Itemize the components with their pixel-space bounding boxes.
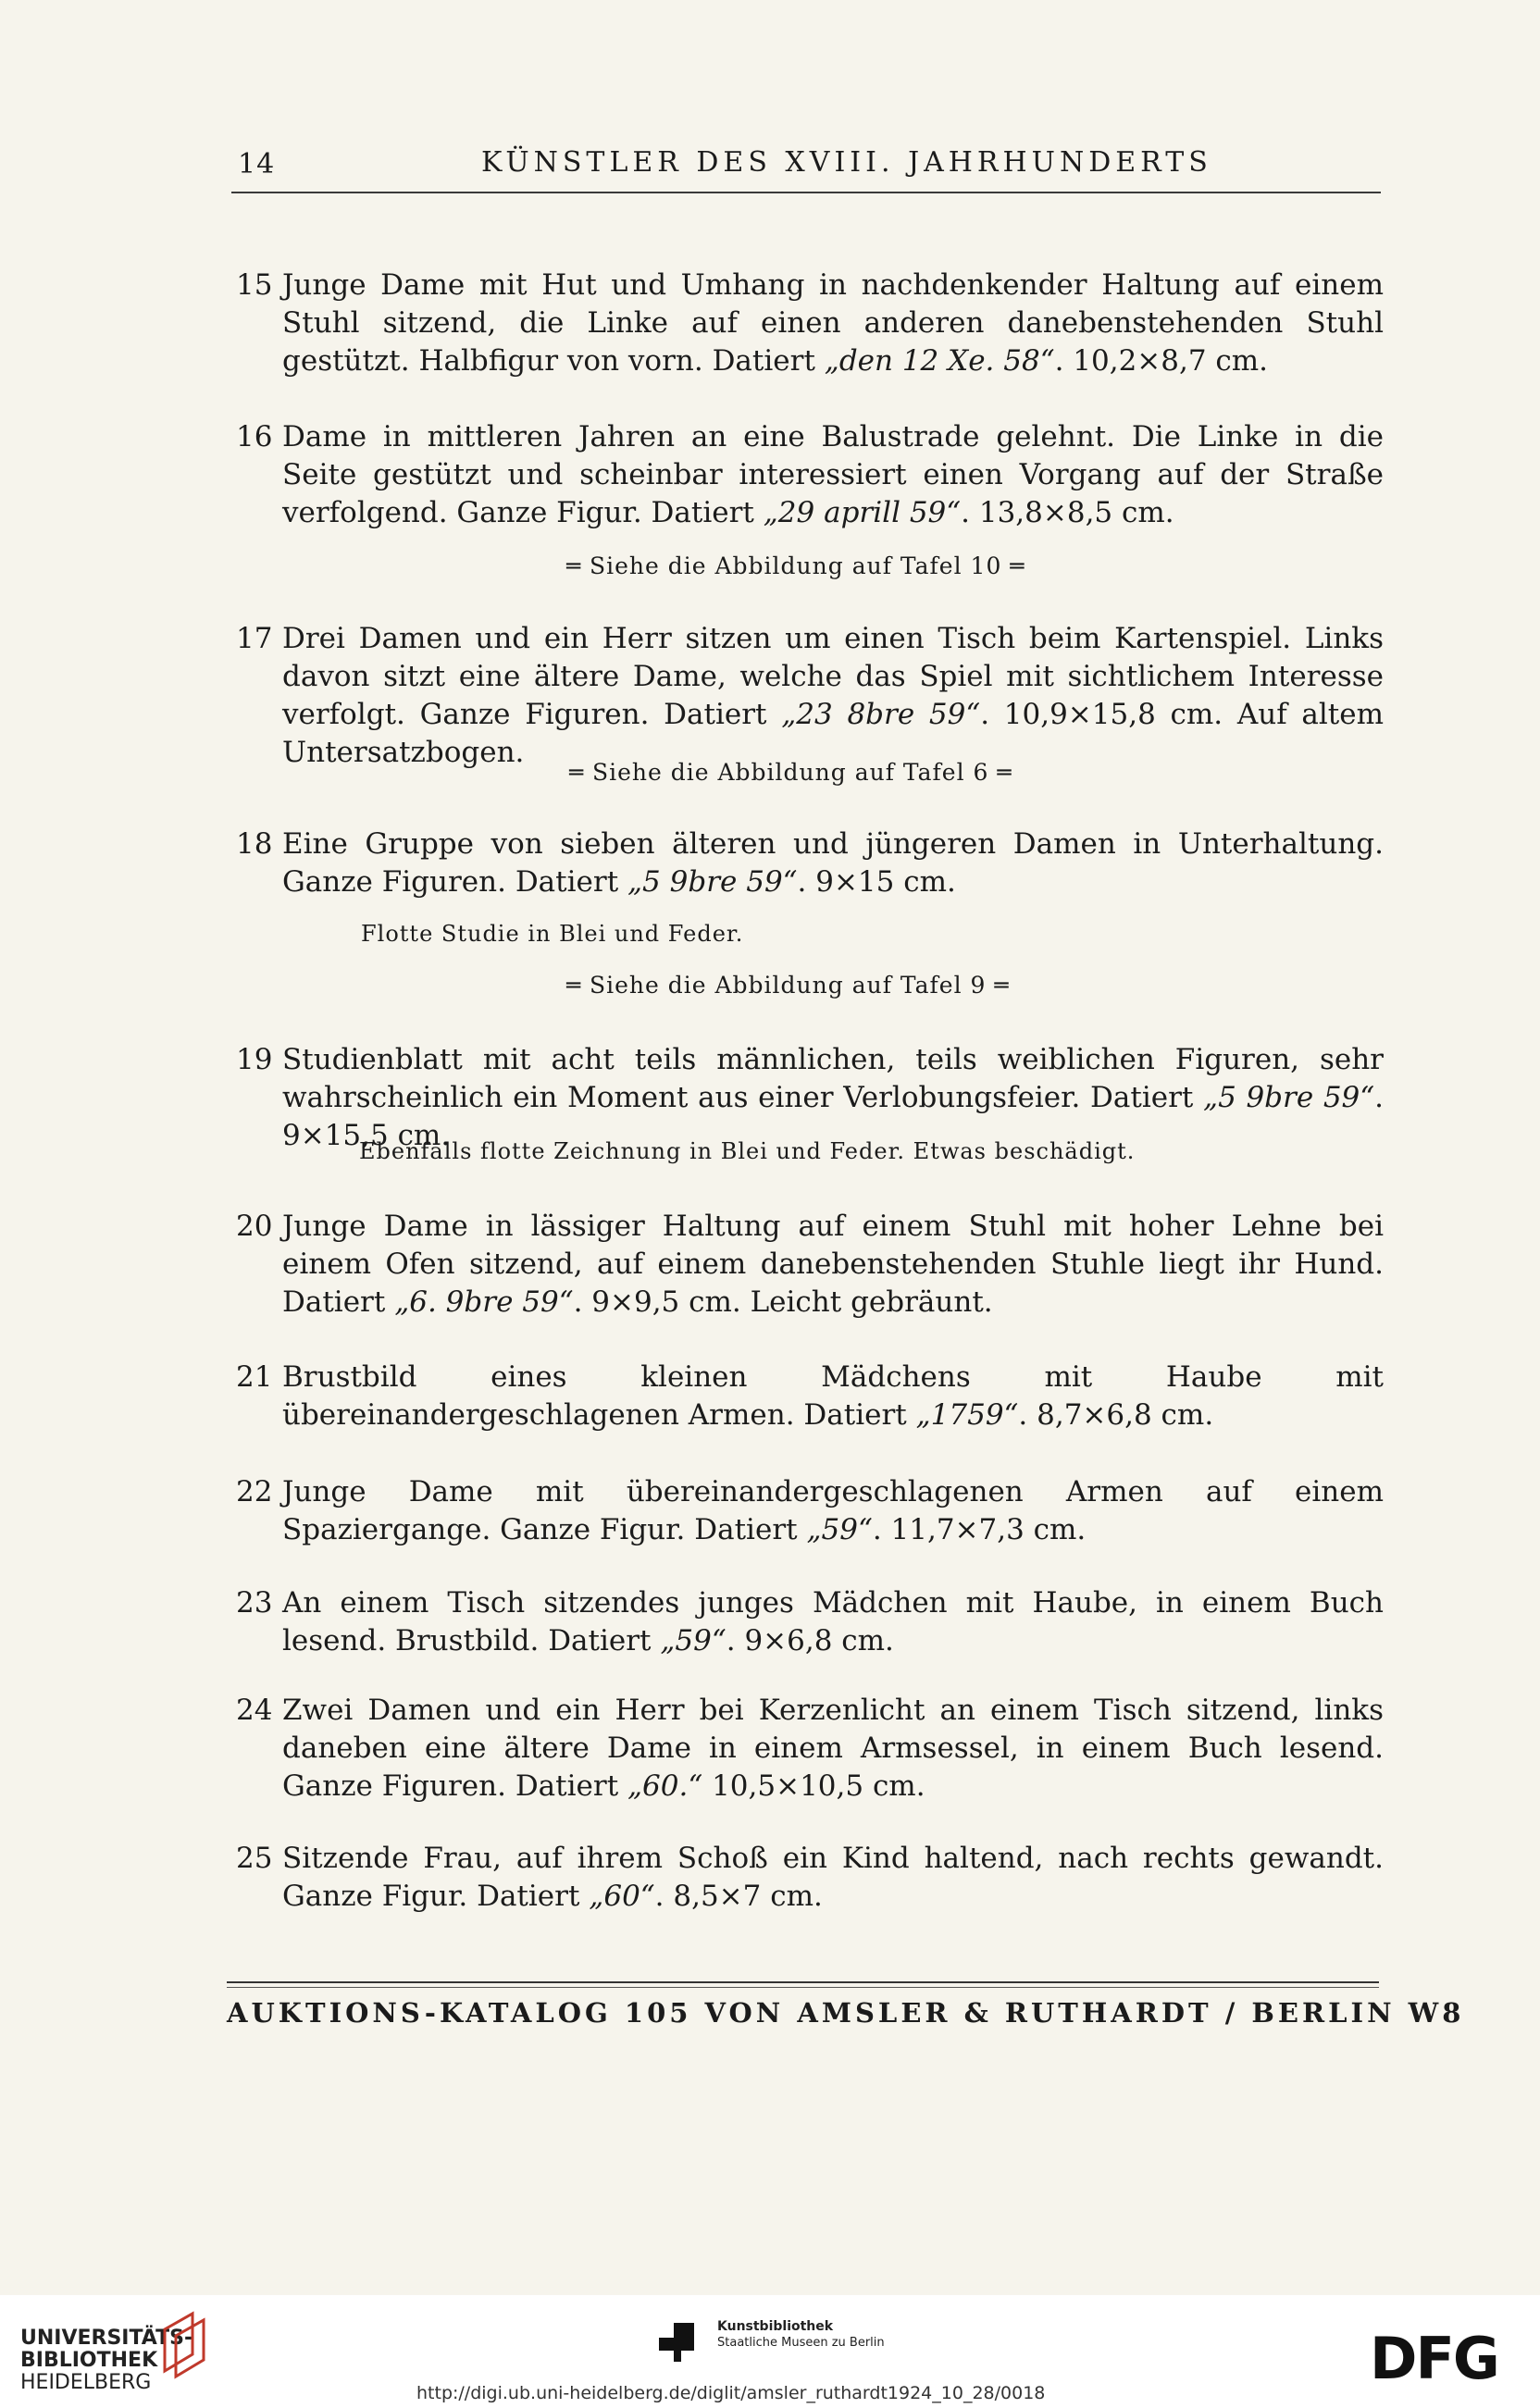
entry-text: An einem Tisch sitzendes junges Mädchen mit Haube, in einem Buch lesend. Brustbild. Datiert (282, 1586, 1384, 1657)
entry-date: „5 9bre 59“ (627, 865, 798, 899)
entry-size: . 9×15,5 cm. (282, 1081, 1384, 1152)
kunstbibliothek-logo-icon (657, 2321, 705, 2364)
logo-line-2: BIBLIOTHEK (20, 2349, 158, 2372)
catalog-entry-24 (236, 1692, 1384, 1806)
entry-number: 23 (236, 1586, 273, 1620)
kb-line-1: Kunstbibliothek (717, 2319, 834, 2334)
footer-rule (227, 1981, 1379, 1983)
catalog-entry-15 (236, 267, 1384, 380)
entry-size: . 10,2×8,7 cm. (1054, 344, 1269, 378)
entry-date: „6. 9bre 59“ (394, 1285, 574, 1319)
logo-line-1: UNIVERSITÄTS- (20, 2327, 193, 2350)
entry-size: . 9×15 cm. (797, 865, 956, 899)
entry-size: . 8,5×7 cm. (654, 1880, 823, 1913)
entry-date: „59“ (660, 1624, 727, 1657)
catalog-entry-21 (236, 1359, 1384, 1434)
entry-text: Junge Dame in lässiger Haltung auf einem Stuhl mit hoher Lehne bei einem Ofen sitzend, auf einem danebenstehenden Stuhle liegt ihr Hund. Datiert (282, 1210, 1384, 1319)
footer-rule-thin (227, 1987, 1379, 1988)
entry-text: Brustbild eines kleinen Mädchens mit Haube mit übereinandergeschlagenen Armen. Datiert (282, 1360, 1384, 1432)
entry-number: 24 (236, 1694, 273, 1727)
entry-number: 25 (236, 1842, 273, 1875)
kunstbibliothek-text (717, 2319, 885, 2351)
plate-reference-9: ═ Siehe die Abbildung auf Tafel 9 ═ (566, 972, 1010, 999)
catalog-entry-20 (236, 1208, 1384, 1322)
entry-size: 10,5×10,5 cm. (702, 1769, 925, 1803)
catalog-entry-22 (236, 1473, 1384, 1549)
entry-date: „1759“ (915, 1398, 1019, 1432)
entry-number: 18 (236, 827, 273, 861)
entry-size: . 8,7×6,8 cm. (1018, 1398, 1214, 1432)
dfg-logo: DFG (1370, 2325, 1498, 2392)
entry-size: . 13,8×8,5 cm. (961, 496, 1174, 529)
entry-text: Dame in mittleren Jahren an eine Balustrade gelehnt. Die Linke in die Seite gestützt und scheinbar interessiert einen Vorgang auf der Straße verfolgend. Ganze Figur. Datiert (282, 420, 1384, 529)
entry-date: „29 aprill 59“ (763, 496, 962, 529)
entry-text: Junge Dame mit übereinandergeschlagenen Armen auf einem Spaziergange. Ganze Figur. Datiert (282, 1475, 1384, 1546)
kb-line-2: Staatliche Museen zu Berlin (717, 2336, 885, 2350)
entry-date: „23 8bre 59“ (781, 698, 981, 731)
heidelberg-emblem-icon (155, 2306, 211, 2380)
entry-number: 21 (236, 1360, 273, 1394)
catalog-entry-17 (236, 620, 1384, 772)
catalog-entry-23 (236, 1584, 1384, 1660)
header-rule (231, 192, 1381, 193)
entry-text: Studienblatt mit acht teils männlichen, teils weiblichen Figuren, sehr wahrscheinlich ein Moment aus einer Verlobungsfeier. Datiert (282, 1043, 1384, 1114)
entry-text: Junge Dame mit Hut und Umhang in nachdenkender Haltung auf einem Stuhl sitzend, die Linke auf einen anderen danebenstehenden Stuhl gestützt. Halbfigur von vorn. Datiert (282, 268, 1384, 378)
entry-size: . 9×9,5 cm. Leicht gebräunt. (573, 1285, 993, 1319)
plate-reference-6: ═ Siehe die Abbildung auf Tafel 6 ═ (569, 759, 1012, 786)
catalog-footer: AUKTIONS-KATALOG 105 VON AMSLER & RUTHARDT / BERLIN W8 (227, 1997, 1465, 2029)
entry-date: „60“ (589, 1880, 655, 1913)
entry-note-19: Ebenfalls flotte Zeichnung in Blei und Feder. Etwas beschädigt. (359, 1138, 1136, 1164)
entry-text: Drei Damen und ein Herr sitzen um einen Tisch beim Kartenspiel. Links davon sitzt eine ältere Dame, welche das Spiel mit sichtlichem Interesse verfolgt. Ganze Figuren. Datiert (282, 622, 1384, 731)
entry-date: „5 9bre 59“ (1203, 1081, 1375, 1114)
catalog-entry-25 (236, 1840, 1384, 1916)
catalog-entry-16 (236, 418, 1384, 532)
entry-size: . 11,7×7,3 cm. (872, 1513, 1087, 1546)
entry-number: 15 (236, 268, 273, 302)
entry-number: 19 (236, 1043, 273, 1076)
source-url[interactable]: http://digi.ub.uni-heidelberg.de/diglit/amsler_ruthardt1924_10_28/0018 (416, 2383, 1046, 2403)
running-title: KÜNSTLER DES XVIII. JAHRHUNDERTS (481, 146, 1212, 179)
entry-note-18: Flotte Studie in Blei und Feder. (361, 921, 744, 947)
entry-text: Zwei Damen und ein Herr bei Kerzenlicht an einem Tisch sitzend, links daneben eine ältere Dame in einem Armsessel, in einem Buch lesend. Ganze Figuren. Datiert (282, 1694, 1384, 1803)
catalog-entry-18 (236, 825, 1384, 901)
entry-number: 17 (236, 622, 273, 655)
entry-date: „den 12 Xe. 58“ (824, 344, 1055, 378)
entry-text: Sitzende Frau, auf ihrem Schoß ein Kind haltend, nach rechts gewandt. Ganze Figur. Datiert (282, 1842, 1384, 1913)
page-number: 14 (238, 148, 276, 180)
entry-date: „60.“ (627, 1769, 703, 1803)
entry-date: „59“ (806, 1513, 873, 1546)
entry-text: Eine Gruppe von sieben älteren und jüngeren Damen in Unterhaltung. Ganze Figuren. Datiert (282, 827, 1384, 899)
entry-size: . 9×6,8 cm. (726, 1624, 894, 1657)
entry-number: 20 (236, 1210, 273, 1243)
plate-reference-10: ═ Siehe die Abbildung auf Tafel 10 ═ (566, 552, 1025, 579)
entry-number: 16 (236, 420, 273, 453)
entry-size: . 10,9×15,8 cm. Auf altem Untersatzbogen. (282, 698, 1384, 769)
entry-number: 22 (236, 1475, 273, 1508)
logo-line-3: HEIDELBERG (20, 2371, 152, 2394)
